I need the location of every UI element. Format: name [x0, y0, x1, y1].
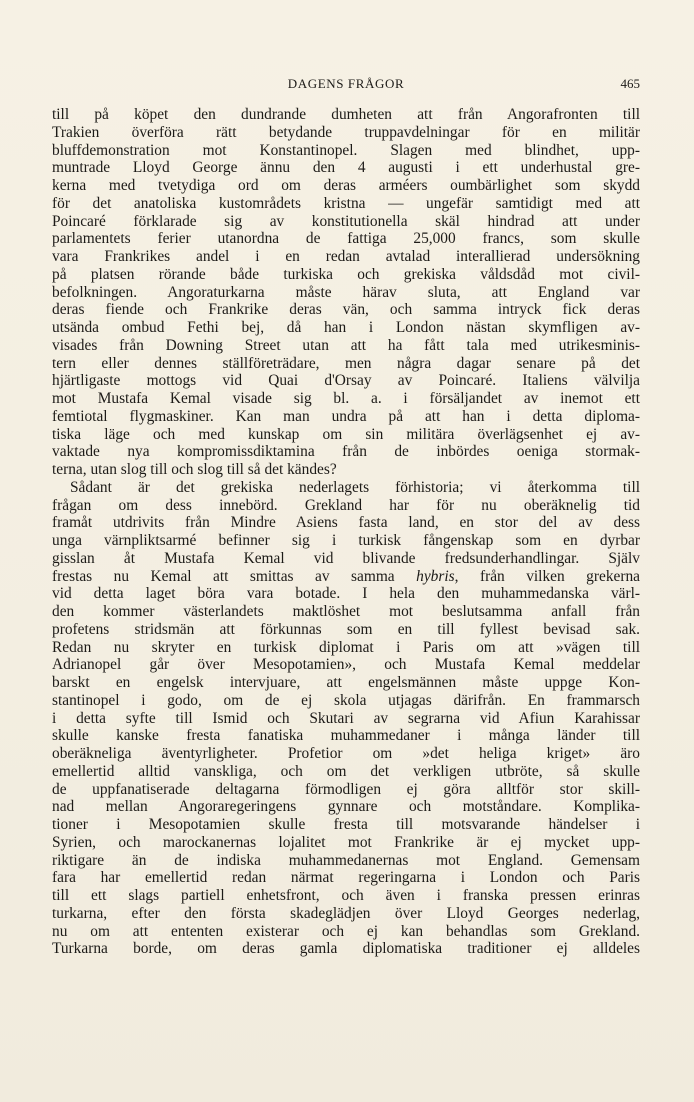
text-line: turkarna, efter den första skadeglädjen över Lloyd Georges nederlag,: [52, 904, 640, 922]
text-line: på platsen rörande både turkiska och grekiska våldsdåd mot civil-: [52, 265, 640, 283]
paragraph-2: [52, 479, 640, 958]
text-line: bluffdemonstration mot Konstantinopel. Slagen med blindhet, upp-: [52, 141, 640, 159]
text-line: kerna med tvetydiga ord om deras arméers oumbärlighet som skydd: [52, 177, 640, 194]
text-line: visades från Downing Street utan att ha fått tala med utrikesminis-: [52, 336, 640, 354]
text-line: Trakien överföra rätt betydande truppavdelningar för en militär: [52, 123, 640, 141]
line-segment: frestas nu Kemal att smittas av samma: [52, 567, 395, 585]
text-line: till ett slags partiell enhetsfront, och även i franska pressen erinras: [52, 887, 640, 904]
text-line: terna, utan slog till och slog till så det kändes?: [52, 461, 337, 478]
line-segment: , från vilken grekerna: [454, 567, 640, 585]
text-line: tioner i Mesopotamien skulle fresta till motsvarande händelser i: [52, 816, 640, 833]
text-line: tiska läge och med kunskap om sin militära överlägsenhet ej av-: [52, 425, 640, 443]
text-line: femtiotal flygmaskiner. Kan man undra på att han i detta diploma-: [52, 407, 640, 425]
text-line: deras fiende och Frankrike deras vän, och samma intryck fick deras: [52, 301, 640, 319]
text-line: hjärtligaste mottogs vid Quai d'Orsay av Poincaré. Italiens välvilja: [52, 372, 640, 390]
text-line: fara har emellertid redan närmat regeringarna i London och Paris: [52, 869, 640, 887]
text-line: nu om att ententen existerar och ej kan behandlas som Grekland.: [52, 922, 640, 940]
text-line: profetens stridsmän att förkunnas som en till fyllest bevisad sak.: [52, 620, 640, 638]
text-line: skulle kanske fresta fanatiska muhammedaner i många länder till: [52, 727, 640, 745]
text-line: de uppfanatiserade deltagarna förmodligen ej göra alltför stor skill-: [52, 780, 640, 798]
text-line: Poincaré förklarade sig av konstitutionella skäl hindrad att under: [52, 212, 640, 230]
text-line: vaktade nya kompromissdiktamina från de inbördes oeniga stormak-: [52, 443, 640, 461]
text-line: frågan om dess innebörd. Grekland har för nu oberäknelig tid: [52, 496, 640, 514]
text-line: gisslan åt Mustafa Kemal vid blivande fredsunderhandlingar. Själv: [52, 549, 640, 567]
text-line: vid detta laget böra vara botade. I hela den muhammedanska värl-: [52, 585, 640, 603]
paragraph-1: [52, 106, 640, 479]
text-line: muntrade Lloyd George ännu den 4 augusti i ett underhustal gre-: [52, 159, 640, 177]
text-line: utsända ombud Fethi bej, då han i London nästan skymfligen av-: [52, 319, 640, 336]
text-line: parlamentets ferier utanordna de fattiga 25,000 francs, som skulle: [52, 230, 640, 248]
text-line: Sådant är det grekiska nederlagets förhistoria; vi återkomma till: [70, 478, 640, 496]
text-line: vara Frankrikes andel i en redan avtalad interallierad undersökning: [52, 248, 640, 265]
text-line: mot Mustafa Kemal visade sig bl. a. i försäljandet av inemot ett: [52, 390, 640, 407]
text-line: till på köpet den dundrande dumheten att från Angorafronten till: [52, 106, 640, 123]
text-line: i detta syfte till Ismid och Skutari av segrarna vid Afiun Karahissar: [52, 709, 640, 727]
text-line: tern eller dennes ställföreträdare, men några dagar senare på det: [52, 354, 640, 372]
text-line: för det anatoliska kustområdets kristna — ungefär samtidigt med att: [52, 194, 640, 212]
body-text: [52, 106, 640, 958]
text-line-with-italic: [52, 568, 640, 586]
text-line: framåt utdrivits från Mindre Asiens fasta land, en stor del av dess: [52, 514, 640, 532]
text-line: Redan nu skryter en turkisk diplomat i Paris om att »vägen till: [52, 638, 640, 656]
text-line: barskt en engelsk intervjuare, att engelsmännen måste uppge Kon-: [52, 674, 640, 691]
italic-word: hybris: [416, 567, 455, 585]
text-line: oberäkneliga äventyrligheter. Profetior om »det heliga kriget» äro: [52, 745, 640, 762]
text-line: Syrien, och marockanernas lojalitet mot Frankrike är ej mycket upp-: [52, 833, 640, 851]
text-line: nad mellan Angoraregeringens gynnare och motståndare. Komplika-: [52, 798, 640, 816]
text-line: stantinopel i godo, om de ej skola utjagas därifrån. En frammarsch: [52, 691, 640, 709]
text-line: riktigare än de indiska muhammedanernas mot England. Gemensam: [52, 851, 640, 869]
text-line: emellertid alltid vanskliga, och om det verkligen utbröte, så skulle: [52, 762, 640, 780]
running-title: DAGENS FRÅGOR: [287, 76, 405, 91]
text-line: Turkarna borde, om deras gamla diplomatiska traditioner ej alldeles: [52, 940, 640, 958]
text-line: befolkningen. Angoraturkarna måste härav sluta, att England var: [52, 283, 640, 301]
page-header: [52, 76, 640, 94]
text-line: unga värnpliktsarmé befinner sig i turkisk fångenskap som en dyrbar: [52, 532, 640, 549]
text-line: Adrianopel går över Mesopotamien», och Mustafa Kemal meddelar: [52, 656, 640, 674]
text-line: den kommer västerlandets maktlöshet mot beslutsamma anfall från: [52, 603, 640, 620]
page-number: 465: [620, 76, 640, 91]
